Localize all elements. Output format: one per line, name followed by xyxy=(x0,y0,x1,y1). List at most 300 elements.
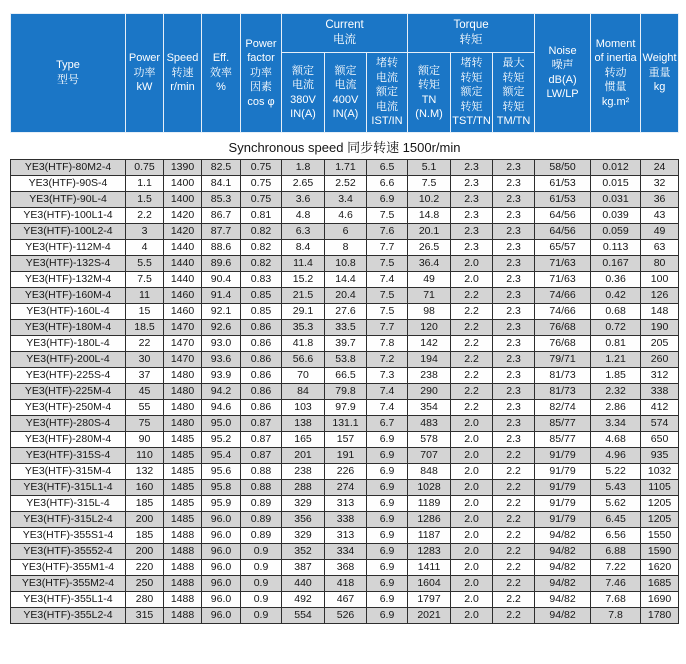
cell-inertia: 0.039 xyxy=(591,207,641,223)
cell-speed_rpm: 1480 xyxy=(164,367,202,383)
cell-noise: 58/50 xyxy=(535,159,591,175)
cell-speed_rpm: 1488 xyxy=(164,527,202,543)
cell-power_factor: 0.86 xyxy=(241,351,282,367)
cell-power_kw: 2.2 xyxy=(126,207,164,223)
cell-weight: 1620 xyxy=(641,559,679,575)
cell-in_400v: 131.1 xyxy=(325,415,367,431)
cell-type: YE3(HTF)-355S1-4 xyxy=(11,527,126,543)
cell-inertia: 0.012 xyxy=(591,159,641,175)
table-row xyxy=(11,447,679,463)
cell-weight: 43 xyxy=(641,207,679,223)
table-row xyxy=(11,479,679,495)
cell-eff_pct: 87.7 xyxy=(202,223,241,239)
cell-noise: 94/82 xyxy=(535,559,591,575)
cell-eff_pct: 93.6 xyxy=(202,351,241,367)
cell-in_380v: 440 xyxy=(282,575,325,591)
cell-in_400v: 2.52 xyxy=(325,175,367,191)
cell-in_400v: 313 xyxy=(325,527,367,543)
col-header-efficiency: Eff. 效率 % xyxy=(202,14,241,133)
cell-eff_pct: 95.9 xyxy=(202,495,241,511)
cell-noise: 79/71 xyxy=(535,351,591,367)
cell-speed_rpm: 1480 xyxy=(164,415,202,431)
cell-eff_pct: 92.6 xyxy=(202,319,241,335)
cell-tst_tn: 2.3 xyxy=(451,175,493,191)
cell-tn_nm: 36.4 xyxy=(408,255,451,271)
cell-speed_rpm: 1488 xyxy=(164,559,202,575)
cell-weight: 80 xyxy=(641,255,679,271)
table-row xyxy=(11,191,679,207)
table-row xyxy=(11,607,679,623)
cell-inertia: 6.56 xyxy=(591,527,641,543)
cell-type: YE3(HTF)-315M-4 xyxy=(11,463,126,479)
cell-noise: 94/82 xyxy=(535,527,591,543)
cell-tn_nm: 1411 xyxy=(408,559,451,575)
cell-eff_pct: 90.4 xyxy=(202,271,241,287)
cell-tst_tn: 2.3 xyxy=(451,207,493,223)
cell-noise: 76/68 xyxy=(535,319,591,335)
header-row-1 xyxy=(11,14,679,53)
cell-inertia: 5.43 xyxy=(591,479,641,495)
cell-ist_in: 6.9 xyxy=(367,495,408,511)
cell-ist_in: 7.5 xyxy=(367,287,408,303)
cell-tn_nm: 20.1 xyxy=(408,223,451,239)
cell-power_kw: 220 xyxy=(126,559,164,575)
cell-weight: 650 xyxy=(641,431,679,447)
col-header-max-torque-ratio: 最大 转矩 额定 转矩 TM/TN xyxy=(493,53,535,133)
cell-speed_rpm: 1485 xyxy=(164,511,202,527)
cell-tm_tn: 2.3 xyxy=(493,431,535,447)
cell-in_400v: 10.8 xyxy=(325,255,367,271)
cell-power_factor: 0.9 xyxy=(241,591,282,607)
table-row xyxy=(11,559,679,575)
table-row xyxy=(11,383,679,399)
cell-type: YE3(HTF)-90L-4 xyxy=(11,191,126,207)
cell-tn_nm: 71 xyxy=(408,287,451,303)
cell-in_380v: 288 xyxy=(282,479,325,495)
cell-in_380v: 15.2 xyxy=(282,271,325,287)
table-row xyxy=(11,255,679,271)
cell-inertia: 4.96 xyxy=(591,447,641,463)
table-row xyxy=(11,543,679,559)
cell-eff_pct: 82.5 xyxy=(202,159,241,175)
cell-power_factor: 0.86 xyxy=(241,383,282,399)
cell-noise: 71/63 xyxy=(535,255,591,271)
cell-weight: 312 xyxy=(641,367,679,383)
cell-power_kw: 110 xyxy=(126,447,164,463)
cell-ist_in: 6.9 xyxy=(367,559,408,575)
cell-type: YE3(HTF)-180L-4 xyxy=(11,335,126,351)
cell-noise: 61/53 xyxy=(535,175,591,191)
table-row xyxy=(11,415,679,431)
cell-weight: 190 xyxy=(641,319,679,335)
cell-tst_tn: 2.2 xyxy=(451,287,493,303)
cell-inertia: 2.86 xyxy=(591,399,641,415)
cell-power_kw: 5.5 xyxy=(126,255,164,271)
cell-in_380v: 138 xyxy=(282,415,325,431)
cell-tm_tn: 2.2 xyxy=(493,511,535,527)
cell-weight: 1780 xyxy=(641,607,679,623)
cell-in_400v: 1.71 xyxy=(325,159,367,175)
cell-power_factor: 0.89 xyxy=(241,495,282,511)
cell-ist_in: 6.6 xyxy=(367,175,408,191)
cell-in_400v: 338 xyxy=(325,511,367,527)
cell-inertia: 5.62 xyxy=(591,495,641,511)
cell-tn_nm: 49 xyxy=(408,271,451,287)
cell-noise: 81/73 xyxy=(535,367,591,383)
cell-weight: 1205 xyxy=(641,511,679,527)
cell-tst_tn: 2.0 xyxy=(451,479,493,495)
cell-power_kw: 7.5 xyxy=(126,271,164,287)
cell-tm_tn: 2.3 xyxy=(493,367,535,383)
cell-tm_tn: 2.3 xyxy=(493,287,535,303)
cell-in_400v: 3.4 xyxy=(325,191,367,207)
cell-weight: 148 xyxy=(641,303,679,319)
cell-in_380v: 41.8 xyxy=(282,335,325,351)
cell-weight: 338 xyxy=(641,383,679,399)
cell-power_kw: 75 xyxy=(126,415,164,431)
cell-type: YE3(HTF)-132M-4 xyxy=(11,271,126,287)
cell-noise: 91/79 xyxy=(535,479,591,495)
cell-tn_nm: 2021 xyxy=(408,607,451,623)
cell-inertia: 1.21 xyxy=(591,351,641,367)
cell-in_400v: 6 xyxy=(325,223,367,239)
cell-tst_tn: 2.0 xyxy=(451,575,493,591)
cell-eff_pct: 96.0 xyxy=(202,559,241,575)
cell-tm_tn: 2.3 xyxy=(493,319,535,335)
cell-inertia: 0.42 xyxy=(591,287,641,303)
cell-weight: 574 xyxy=(641,415,679,431)
col-header-type: Type 型号 xyxy=(11,14,126,133)
cell-inertia: 0.68 xyxy=(591,303,641,319)
cell-in_400v: 14.4 xyxy=(325,271,367,287)
cell-noise: 82/74 xyxy=(535,399,591,415)
cell-inertia: 3.34 xyxy=(591,415,641,431)
cell-tst_tn: 2.3 xyxy=(451,239,493,255)
cell-inertia: 7.8 xyxy=(591,607,641,623)
cell-in_400v: 157 xyxy=(325,431,367,447)
cell-speed_rpm: 1440 xyxy=(164,239,202,255)
col-header-rated-torque: 额定 转矩 TN (N.M) xyxy=(408,53,451,133)
col-header-speed: Speed 转速 r/min xyxy=(164,14,202,133)
cell-speed_rpm: 1470 xyxy=(164,351,202,367)
cell-tst_tn: 2.3 xyxy=(451,223,493,239)
cell-power_factor: 0.83 xyxy=(241,271,282,287)
cell-in_380v: 29.1 xyxy=(282,303,325,319)
cell-eff_pct: 91.4 xyxy=(202,287,241,303)
cell-speed_rpm: 1488 xyxy=(164,575,202,591)
cell-type: YE3(HTF)-160L-4 xyxy=(11,303,126,319)
cell-noise: 61/53 xyxy=(535,191,591,207)
cell-inertia: 4.68 xyxy=(591,431,641,447)
cell-speed_rpm: 1460 xyxy=(164,287,202,303)
cell-inertia: 0.059 xyxy=(591,223,641,239)
cell-in_380v: 8.4 xyxy=(282,239,325,255)
cell-power_kw: 1.1 xyxy=(126,175,164,191)
cell-type: YE3(HTF)-180M-4 xyxy=(11,319,126,335)
cell-type: YE3(HTF)-280M-4 xyxy=(11,431,126,447)
cell-tn_nm: 14.8 xyxy=(408,207,451,223)
cell-power_factor: 0.75 xyxy=(241,175,282,191)
cell-tn_nm: 1189 xyxy=(408,495,451,511)
table-row xyxy=(11,575,679,591)
cell-weight: 32 xyxy=(641,175,679,191)
cell-weight: 63 xyxy=(641,239,679,255)
cell-tst_tn: 2.3 xyxy=(451,159,493,175)
cell-type: YE3(HTF)-315L2-4 xyxy=(11,511,126,527)
cell-eff_pct: 96.0 xyxy=(202,543,241,559)
cell-tst_tn: 2.0 xyxy=(451,511,493,527)
table-row xyxy=(11,223,679,239)
cell-in_380v: 352 xyxy=(282,543,325,559)
cell-type: YE3(HTF)-355L2-4 xyxy=(11,607,126,623)
table-body xyxy=(11,159,679,623)
cell-ist_in: 6.9 xyxy=(367,527,408,543)
cell-power_kw: 4 xyxy=(126,239,164,255)
cell-inertia: 0.031 xyxy=(591,191,641,207)
cell-power_factor: 0.85 xyxy=(241,303,282,319)
cell-tn_nm: 848 xyxy=(408,463,451,479)
cell-inertia: 0.167 xyxy=(591,255,641,271)
cell-in_400v: 53.8 xyxy=(325,351,367,367)
cell-noise: 91/79 xyxy=(535,511,591,527)
cell-power_kw: 315 xyxy=(126,607,164,623)
cell-type: YE3(HTF)-35552-4 xyxy=(11,543,126,559)
cell-eff_pct: 96.0 xyxy=(202,511,241,527)
cell-power_kw: 280 xyxy=(126,591,164,607)
cell-inertia: 6.45 xyxy=(591,511,641,527)
cell-speed_rpm: 1420 xyxy=(164,223,202,239)
cell-ist_in: 7.6 xyxy=(367,223,408,239)
cell-tm_tn: 2.2 xyxy=(493,591,535,607)
cell-weight: 935 xyxy=(641,447,679,463)
cell-tst_tn: 2.3 xyxy=(451,191,493,207)
cell-ist_in: 7.5 xyxy=(367,303,408,319)
cell-noise: 64/56 xyxy=(535,223,591,239)
cell-tm_tn: 2.2 xyxy=(493,479,535,495)
cell-in_380v: 329 xyxy=(282,495,325,511)
cell-power_factor: 0.9 xyxy=(241,607,282,623)
cell-weight: 49 xyxy=(641,223,679,239)
cell-power_kw: 1.5 xyxy=(126,191,164,207)
cell-tn_nm: 26.5 xyxy=(408,239,451,255)
cell-speed_rpm: 1480 xyxy=(164,399,202,415)
cell-power_kw: 0.75 xyxy=(126,159,164,175)
cell-power_kw: 22 xyxy=(126,335,164,351)
table-row xyxy=(11,287,679,303)
cell-in_400v: 66.5 xyxy=(325,367,367,383)
cell-noise: 71/63 xyxy=(535,271,591,287)
cell-in_380v: 70 xyxy=(282,367,325,383)
cell-ist_in: 7.4 xyxy=(367,399,408,415)
cell-tm_tn: 2.2 xyxy=(493,495,535,511)
group-header-torque: Torque 转矩 xyxy=(408,14,535,53)
cell-in_400v: 27.6 xyxy=(325,303,367,319)
cell-power_kw: 250 xyxy=(126,575,164,591)
cell-noise: 64/56 xyxy=(535,207,591,223)
cell-in_400v: 97.9 xyxy=(325,399,367,415)
cell-power_kw: 30 xyxy=(126,351,164,367)
cell-tm_tn: 2.2 xyxy=(493,527,535,543)
cell-tn_nm: 707 xyxy=(408,447,451,463)
cell-weight: 1105 xyxy=(641,479,679,495)
cell-power_factor: 0.89 xyxy=(241,511,282,527)
cell-noise: 74/66 xyxy=(535,303,591,319)
cell-in_400v: 79.8 xyxy=(325,383,367,399)
cell-inertia: 1.85 xyxy=(591,367,641,383)
cell-noise: 94/82 xyxy=(535,543,591,559)
table-row xyxy=(11,319,679,335)
cell-ist_in: 7.7 xyxy=(367,319,408,335)
cell-power_kw: 185 xyxy=(126,495,164,511)
cell-power_kw: 200 xyxy=(126,543,164,559)
table-row xyxy=(11,351,679,367)
cell-ist_in: 7.5 xyxy=(367,207,408,223)
cell-type: YE3(HTF)-100L2-4 xyxy=(11,223,126,239)
cell-type: YE3(HTF)-160M-4 xyxy=(11,287,126,303)
table-row xyxy=(11,495,679,511)
cell-in_380v: 329 xyxy=(282,527,325,543)
cell-in_400v: 191 xyxy=(325,447,367,463)
cell-type: YE3(HTF)-315L1-4 xyxy=(11,479,126,495)
cell-ist_in: 7.8 xyxy=(367,335,408,351)
cell-in_400v: 467 xyxy=(325,591,367,607)
cell-tm_tn: 2.2 xyxy=(493,463,535,479)
table-row xyxy=(11,335,679,351)
cell-power_kw: 15 xyxy=(126,303,164,319)
cell-tn_nm: 7.5 xyxy=(408,175,451,191)
motor-spec-table xyxy=(10,13,679,624)
cell-tn_nm: 238 xyxy=(408,367,451,383)
cell-in_380v: 201 xyxy=(282,447,325,463)
cell-inertia: 5.22 xyxy=(591,463,641,479)
cell-tm_tn: 2.3 xyxy=(493,223,535,239)
table-row xyxy=(11,239,679,255)
cell-type: YE3(HTF)-90S-4 xyxy=(11,175,126,191)
cell-tst_tn: 2.0 xyxy=(451,415,493,431)
cell-in_380v: 1.8 xyxy=(282,159,325,175)
cell-tn_nm: 142 xyxy=(408,335,451,351)
cell-noise: 91/79 xyxy=(535,447,591,463)
cell-power_factor: 0.82 xyxy=(241,255,282,271)
cell-tst_tn: 2.0 xyxy=(451,255,493,271)
col-header-locked-rotor-torque-ratio: 堵转 转矩 额定 转矩 TST/TN xyxy=(451,53,493,133)
cell-type: YE3(HTF)-112M-4 xyxy=(11,239,126,255)
cell-tm_tn: 2.3 xyxy=(493,255,535,271)
cell-eff_pct: 96.0 xyxy=(202,591,241,607)
cell-tm_tn: 2.3 xyxy=(493,335,535,351)
cell-weight: 260 xyxy=(641,351,679,367)
cell-eff_pct: 84.1 xyxy=(202,175,241,191)
cell-tst_tn: 2.0 xyxy=(451,431,493,447)
cell-speed_rpm: 1485 xyxy=(164,447,202,463)
cell-tn_nm: 1283 xyxy=(408,543,451,559)
cell-power_kw: 90 xyxy=(126,431,164,447)
cell-eff_pct: 95.8 xyxy=(202,479,241,495)
cell-type: YE3(HTF)-80M2-4 xyxy=(11,159,126,175)
cell-type: YE3(HTF)-250M-4 xyxy=(11,399,126,415)
cell-ist_in: 6.9 xyxy=(367,447,408,463)
cell-noise: 85/77 xyxy=(535,415,591,431)
cell-inertia: 7.46 xyxy=(591,575,641,591)
cell-inertia: 0.72 xyxy=(591,319,641,335)
cell-power_factor: 0.87 xyxy=(241,431,282,447)
cell-type: YE3(HTF)-200L-4 xyxy=(11,351,126,367)
cell-tn_nm: 1604 xyxy=(408,575,451,591)
group-header-current: Current 电流 xyxy=(282,14,408,53)
cell-in_380v: 356 xyxy=(282,511,325,527)
cell-speed_rpm: 1420 xyxy=(164,207,202,223)
cell-in_400v: 526 xyxy=(325,607,367,623)
cell-type: YE3(HTF)-315L-4 xyxy=(11,495,126,511)
cell-eff_pct: 93.0 xyxy=(202,335,241,351)
cell-ist_in: 6.9 xyxy=(367,191,408,207)
cell-noise: 76/68 xyxy=(535,335,591,351)
table-row xyxy=(11,399,679,415)
cell-noise: 65/57 xyxy=(535,239,591,255)
cell-in_400v: 33.5 xyxy=(325,319,367,335)
cell-in_400v: 4.6 xyxy=(325,207,367,223)
col-header-noise: Noise 噪声 dB(A) LW/LP xyxy=(535,14,591,133)
cell-in_380v: 21.5 xyxy=(282,287,325,303)
cell-power_factor: 0.89 xyxy=(241,527,282,543)
cell-eff_pct: 96.0 xyxy=(202,527,241,543)
cell-inertia: 2.32 xyxy=(591,383,641,399)
cell-tn_nm: 5.1 xyxy=(408,159,451,175)
col-header-rated-current-400v: 额定 电流 400V IN(A) xyxy=(325,53,367,133)
cell-type: YE3(HTF)-280S-4 xyxy=(11,415,126,431)
cell-power_factor: 0.88 xyxy=(241,463,282,479)
cell-weight: 1205 xyxy=(641,495,679,511)
cell-tst_tn: 2.2 xyxy=(451,383,493,399)
cell-tm_tn: 2.3 xyxy=(493,271,535,287)
cell-tm_tn: 2.2 xyxy=(493,447,535,463)
cell-in_400v: 334 xyxy=(325,543,367,559)
cell-power_factor: 0.82 xyxy=(241,223,282,239)
cell-weight: 1690 xyxy=(641,591,679,607)
cell-in_380v: 2.65 xyxy=(282,175,325,191)
cell-in_400v: 368 xyxy=(325,559,367,575)
cell-eff_pct: 88.6 xyxy=(202,239,241,255)
cell-type: YE3(HTF)-225M-4 xyxy=(11,383,126,399)
cell-in_380v: 11.4 xyxy=(282,255,325,271)
sync-speed-heading: Synchronous speed 同步转速 1500r/min xyxy=(11,132,679,159)
cell-tn_nm: 1187 xyxy=(408,527,451,543)
cell-speed_rpm: 1470 xyxy=(164,319,202,335)
cell-inertia: 0.81 xyxy=(591,335,641,351)
cell-tm_tn: 2.3 xyxy=(493,399,535,415)
cell-power_kw: 185 xyxy=(126,527,164,543)
cell-tn_nm: 1028 xyxy=(408,479,451,495)
cell-tst_tn: 2.2 xyxy=(451,351,493,367)
cell-tm_tn: 2.2 xyxy=(493,575,535,591)
cell-ist_in: 6.9 xyxy=(367,511,408,527)
cell-power_kw: 200 xyxy=(126,511,164,527)
table-row xyxy=(11,367,679,383)
cell-type: YE3(HTF)-225S-4 xyxy=(11,367,126,383)
cell-speed_rpm: 1485 xyxy=(164,479,202,495)
col-header-inertia: Moment of inertia 转动 惯量 kg.m² xyxy=(591,14,641,133)
cell-ist_in: 6.9 xyxy=(367,431,408,447)
cell-eff_pct: 93.9 xyxy=(202,367,241,383)
table-row xyxy=(11,159,679,175)
cell-speed_rpm: 1400 xyxy=(164,175,202,191)
cell-weight: 24 xyxy=(641,159,679,175)
cell-weight: 1550 xyxy=(641,527,679,543)
cell-speed_rpm: 1488 xyxy=(164,591,202,607)
table-row xyxy=(11,303,679,319)
cell-speed_rpm: 1440 xyxy=(164,271,202,287)
cell-noise: 81/73 xyxy=(535,383,591,399)
